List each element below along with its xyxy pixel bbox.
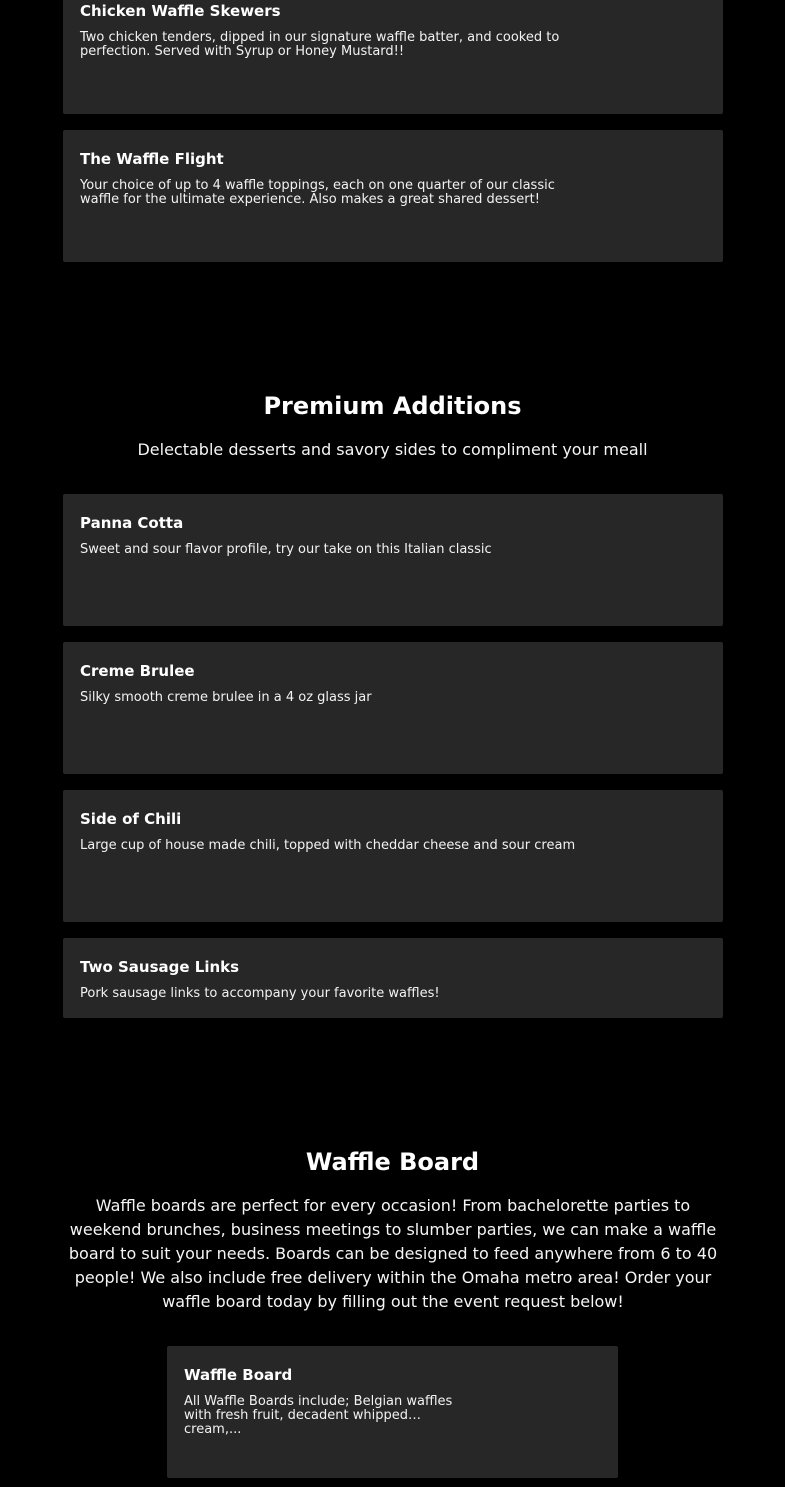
- menu-item-name: Side of Chili: [80, 810, 182, 828]
- menu-item-description: Sweet and sour flavor profile, try our take on this Italian classic: [80, 542, 492, 557]
- menu-item-description: Pork sausage links to accompany your favorite waffles!: [80, 986, 440, 1001]
- menu-item-card[interactable]: [167, 1346, 618, 1478]
- menu-item-description: All Waffle Boards include; Belgian waffles with fresh fruit, decadent whipped cream,...: [184, 1394, 453, 1437]
- menu-item-description: Large cup of house made chili, topped with cheddar cheese and sour cream: [80, 838, 576, 853]
- menu-item-description: Silky smooth creme brulee in a 4 oz glass jar: [80, 690, 372, 705]
- menu-item-card[interactable]: [63, 494, 723, 626]
- menu-item-description: Your choice of up to 4 waffle toppings, each on one quarter of our classic waffle for the ultimate experience. Also makes a great shared dessert!: [80, 178, 555, 207]
- menu-item-name: Waffle Board: [184, 1366, 293, 1384]
- menu-item-description: Two chicken tenders, dipped in our signature waffle batter, and cooked to perfection. Served with Syrup or Honey Mustard!!: [80, 30, 560, 59]
- menu-item-name: The Waffle Flight: [80, 150, 224, 168]
- section-subtitle-premium-additions: Delectable desserts and savory sides to compliment your meall: [137, 440, 648, 459]
- menu-item-name: Creme Brulee: [80, 662, 195, 680]
- section-title-waffle-board: Waffle Board: [305, 1148, 480, 1176]
- menu-item-card[interactable]: [63, 642, 723, 774]
- menu-item-card[interactable]: [63, 938, 723, 1018]
- menu-item-card[interactable]: [63, 130, 723, 262]
- menu-item-name: Chicken Waffle Skewers: [80, 2, 281, 20]
- menu-item-name: Panna Cotta: [80, 514, 184, 532]
- menu-item-card[interactable]: [63, 790, 723, 922]
- menu-item-name: Two Sausage Links: [80, 958, 240, 976]
- menu-item-card[interactable]: [63, 0, 723, 114]
- section-title-premium-additions: Premium Additions: [263, 392, 522, 420]
- section-description-waffle-board: Waffle boards are perfect for every occasion! From bachelorette parties to weekend brunches, business meetings to slumber parties, we can make a waffle board to suit your needs. Boards can be designed to feed anywhere from 6 to 40 people! We also include free delivery within the Omaha metro area! Order your waffle board today by filling out the event request below!: [68, 1196, 718, 1311]
